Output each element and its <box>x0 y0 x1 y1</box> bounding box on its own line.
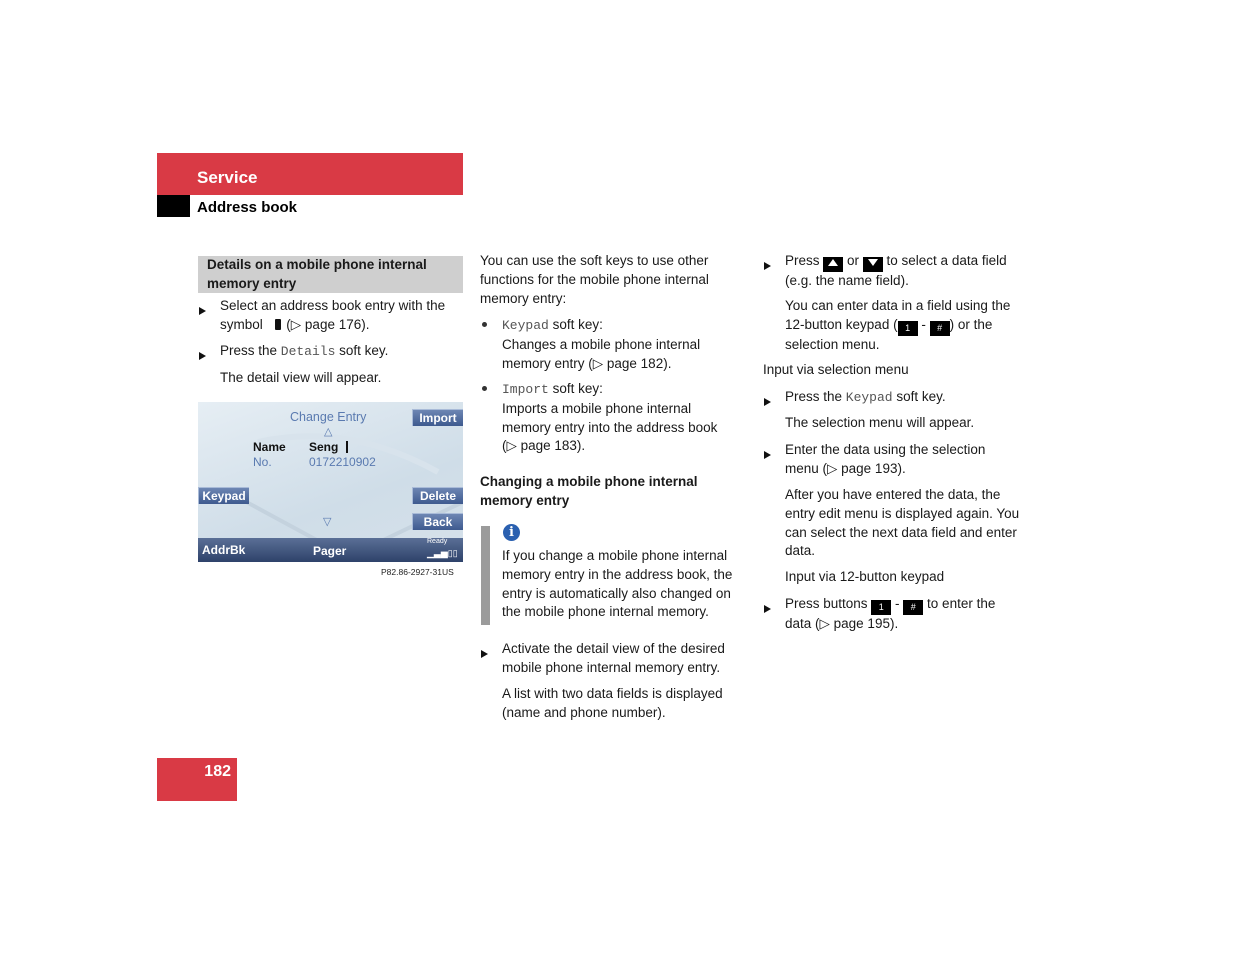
step-arrow-icon <box>764 257 771 275</box>
step-enter-data-result: After you have entered the data, the entry edit menu is displayed again. You can select the next data field and enter data. <box>785 487 1020 559</box>
screen-title: Change Entry <box>290 410 367 424</box>
ready-status: Ready <box>427 538 448 545</box>
import-button[interactable]: Import <box>412 409 463 426</box>
figure-caption: P82.86-2927-31US <box>381 567 454 577</box>
step-select-field: Press or to select a data field (e.g. the name field). <box>785 253 1007 288</box>
text-cursor <box>346 441 348 453</box>
subheading-keypad-input: Input via 12-button keypad <box>785 569 945 584</box>
key-hash-icon: # <box>903 600 923 615</box>
back-button[interactable]: Back <box>412 513 463 530</box>
step-result: The detail view will appear. <box>220 370 382 385</box>
down-arrow-key-icon <box>863 257 883 272</box>
details-softkey-label: Details <box>280 344 336 359</box>
number-field-value[interactable]: 0172210902 <box>309 455 376 469</box>
step-press-buttons: Press buttons 1 - # to enter the data (▷ page 195). <box>785 596 996 631</box>
signal-strength-icon: ▁▃▅▯▯ <box>427 548 458 558</box>
mobile-phone-icon <box>275 319 281 330</box>
step-arrow-icon <box>481 645 488 663</box>
subheading-selection-menu: Input via selection menu <box>763 362 909 377</box>
section-box-title: Details on a mobile phone internal memory entry <box>207 257 427 291</box>
scroll-up-icon: △ <box>324 426 333 438</box>
step-arrow-icon <box>764 393 771 411</box>
step-activate-result: A list with two data fields is displayed (name and phone number). <box>502 686 723 720</box>
info-icon: i <box>503 524 520 541</box>
key-hash-icon: # <box>930 321 950 336</box>
subsection-title: Address book <box>197 199 298 216</box>
info-box-bar <box>481 526 490 625</box>
name-field-label: Name <box>253 440 286 454</box>
subsection-marker <box>157 195 190 217</box>
step-press-details: Press the Details soft key. <box>220 343 389 359</box>
subheading-changing-entry: Changing a mobile phone internal memory entry <box>480 474 698 508</box>
scroll-down-icon: ▽ <box>323 516 332 528</box>
info-note: If you change a mobile phone internal memory entry in the address book, the entry is automatically also changed on the mobile phone internal memory. <box>502 548 733 620</box>
step-select-entry: Select an address book entry with the symbol (▷ page 176). <box>220 298 446 332</box>
step-arrow-icon <box>199 302 206 320</box>
step-arrow-icon <box>764 446 771 464</box>
step-press-keypad: Press the Keypad soft key. <box>785 389 946 405</box>
bullet-keypad: Keypad soft key: Changes a mobile phone internal memory entry (▷ page 182). <box>502 317 701 371</box>
keypad-softkey-label: Keypad <box>502 318 549 333</box>
addrbk-tab[interactable]: AddrBk <box>202 543 246 557</box>
step-arrow-icon <box>199 347 206 365</box>
section-title: Service <box>197 168 258 187</box>
step-activate-detail: Activate the detail view of the desired mobile phone internal memory entry. <box>502 641 725 675</box>
key-one-icon: 1 <box>898 321 918 336</box>
page-number: 182 <box>204 763 231 780</box>
note-keypad-or-menu: You can enter data in a field using the 12-button keypad ( 1 - # ) or the selection menu. <box>785 298 1011 352</box>
name-field-value[interactable]: Seng <box>309 440 348 454</box>
step-keypad-result: The selection menu will appear. <box>785 415 975 430</box>
bullet-icon <box>482 386 487 391</box>
softkeys-intro: You can use the soft keys to use other functions for the mobile phone internal memory entry: <box>480 253 709 306</box>
step-enter-data: Enter the data using the selection menu (▷ page 193). <box>785 442 986 476</box>
delete-button[interactable]: Delete <box>412 487 463 504</box>
pager-tab[interactable]: Pager <box>313 544 347 558</box>
device-screen <box>198 402 463 562</box>
screen-status-bar <box>198 538 463 562</box>
up-arrow-key-icon <box>823 257 843 272</box>
number-field-label: No. <box>253 455 272 469</box>
bullet-icon <box>482 322 487 327</box>
key-one-icon: 1 <box>871 600 891 615</box>
keypad-button[interactable]: Keypad <box>198 487 249 504</box>
import-softkey-label: Import <box>502 382 549 397</box>
step-arrow-icon <box>764 600 771 618</box>
bullet-import: Import soft key: Imports a mobile phone internal memory entry into the address book (▷ page 183). <box>502 381 718 454</box>
keypad-softkey-label: Keypad <box>845 390 893 405</box>
